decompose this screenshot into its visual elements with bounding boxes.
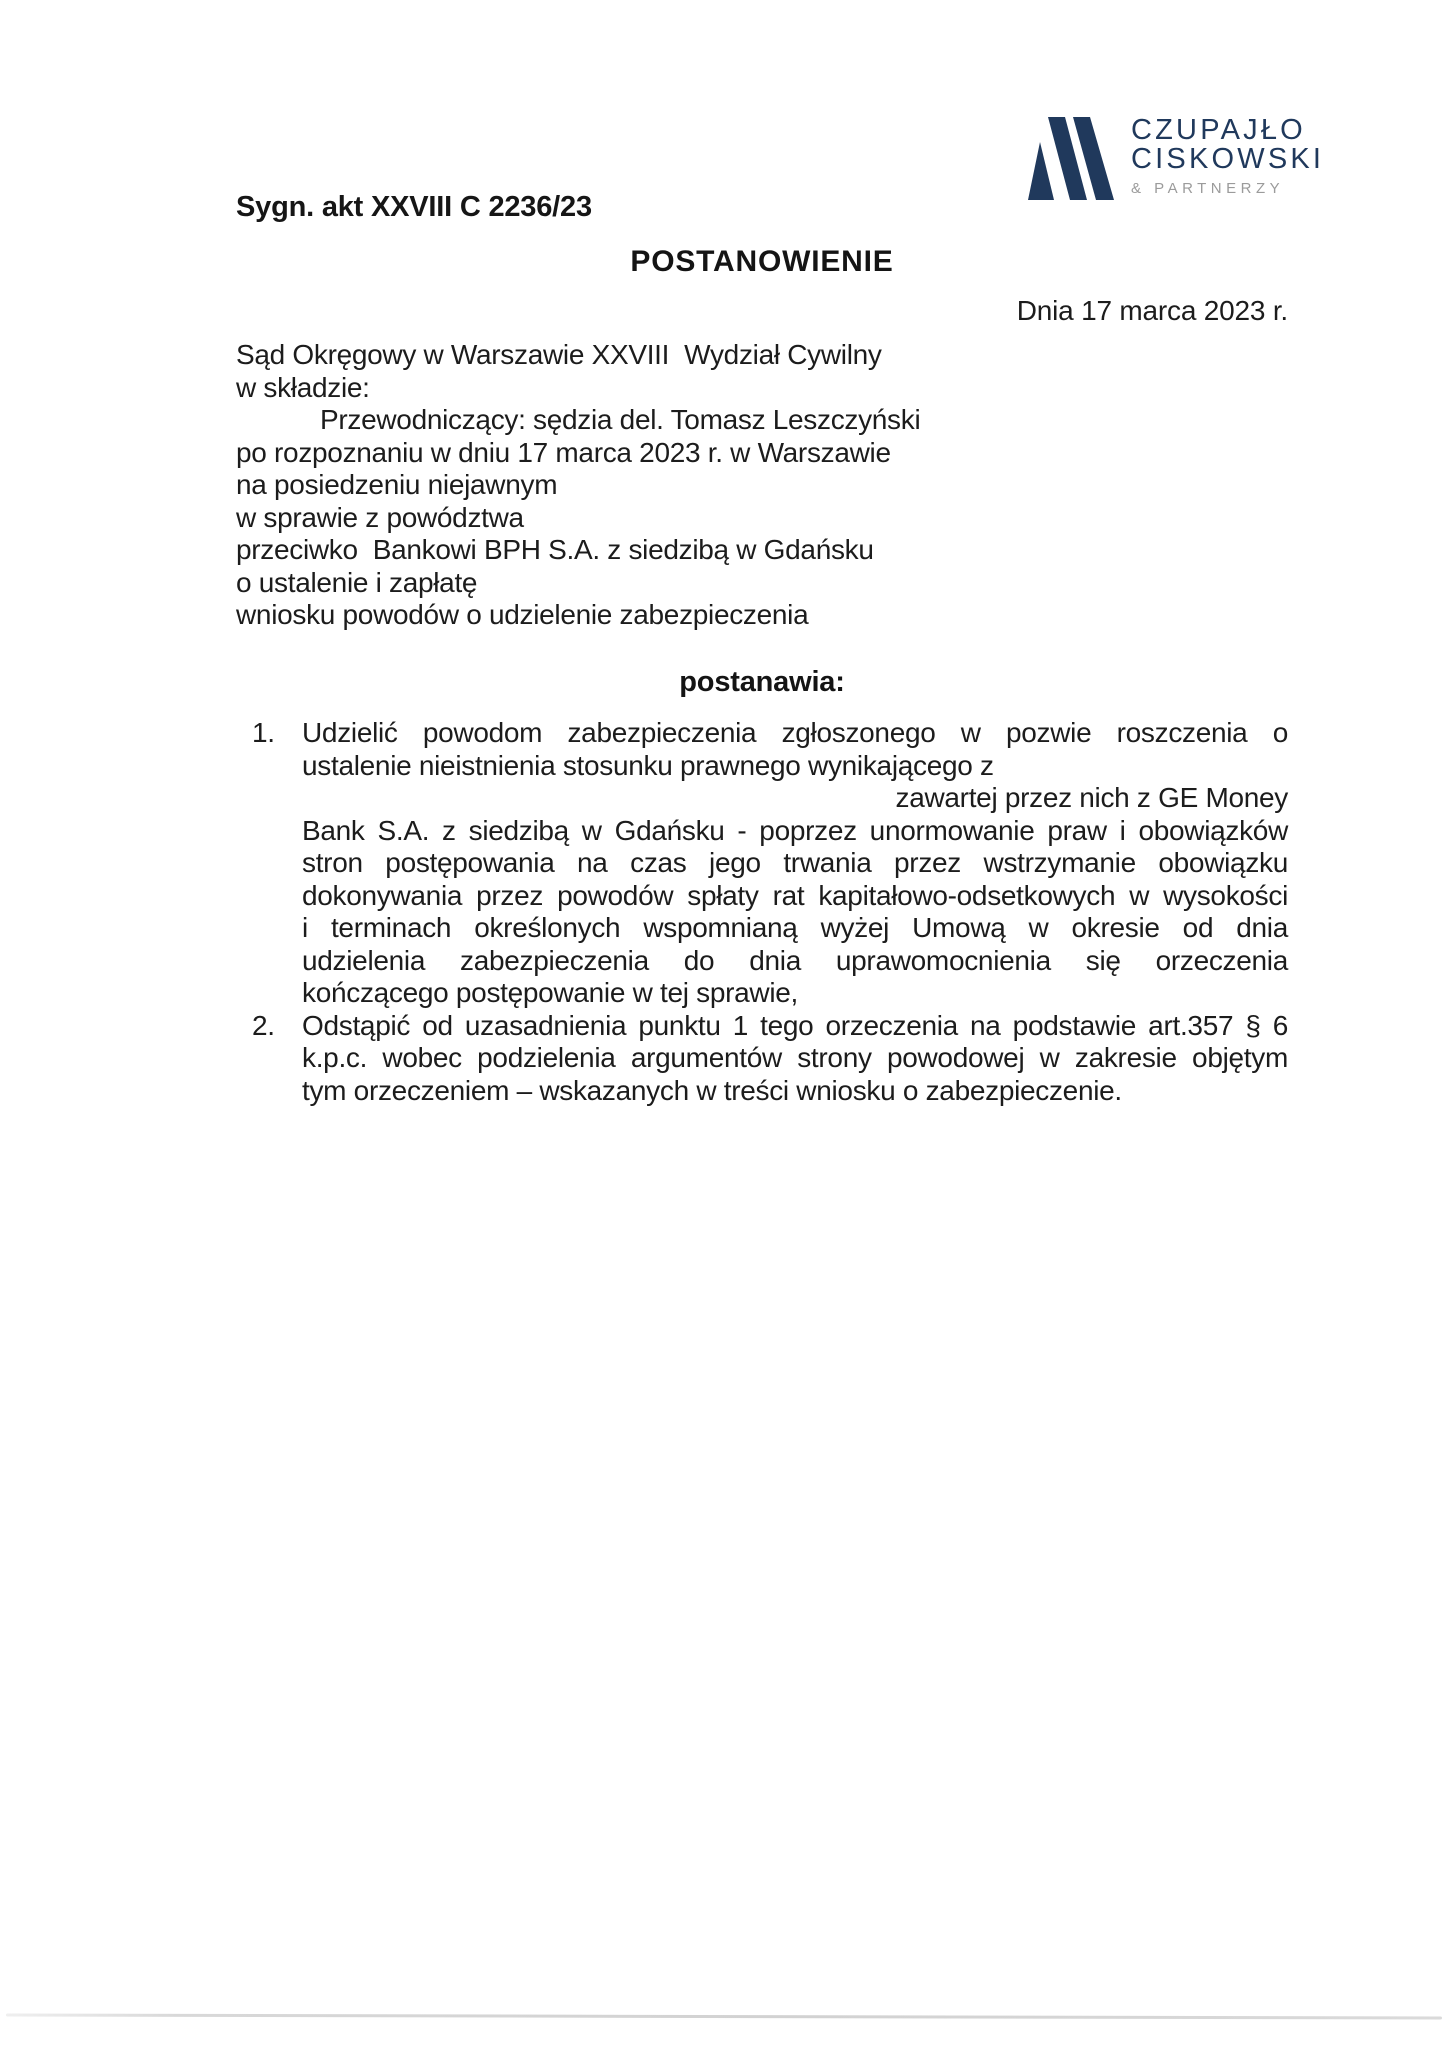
item-line: dokonywania przez powodów spłaty rat kapitałowo-odsetkowych w wysokości (302, 879, 1288, 911)
item-line: Odstąpić od uzasadnienia punktu 1 tego orzeczenia na podstawie art.357 § 6 (302, 1009, 1288, 1041)
intro-line-subject: o ustalenie i zapłatę (236, 566, 478, 598)
item-line: stron postępowania na czas jego trwania przez wstrzymanie obowiązku (302, 847, 1288, 878)
item-line: Bank S.A. z siedzibą w Gdańsku - poprzez unormowanie praw i obowiązków (302, 814, 1288, 846)
resolution-item-1 (252, 717, 1288, 1010)
resolution-item-2 (252, 1010, 1288, 1108)
item-line: tym orzeczeniem – wskazanych w treści wniosku o zabezpieczenie. (302, 1074, 1122, 1106)
item-line: udzielenia zabezpieczenia do dnia uprawomocnienia się orzeczenia (302, 944, 1288, 976)
case-number: Sygn. akt XXVIII C 2236/23 (236, 191, 592, 223)
item-line: k.p.c. wobec podzielenia argumentów strony powodowej w zakresie objętym (302, 1042, 1288, 1073)
logo-mark-icon (1028, 116, 1116, 200)
logo-name-line2: CISKOWSKI (1131, 143, 1325, 175)
scan-edge-artifact (6, 2013, 1442, 2019)
item-line: kończącego postępowanie w tej sprawie, (302, 977, 799, 1008)
intro-line-defendant: przeciwko Bankowi BPH S.A. z siedzibą w Gdańsku (236, 534, 874, 565)
intro-line-session: na posiedzeniu niejawnym (236, 469, 558, 500)
intro-line-claim: w sprawie z powództwa (236, 501, 524, 533)
intro-line-judge: Przewodniczący: sędzia del. Tomasz Leszczyński (320, 404, 921, 435)
logo-wordmark (1131, 116, 1324, 196)
item-line: i terminach określonych wspomnianą wyżej Umową w okresie od dnia (302, 912, 1288, 943)
item-line: ustalenie nieistnienia stosunku prawnego wynikającego z (302, 749, 994, 781)
intro-line-court: Sąd Okręgowy w Warszawie XXVIII Wydział Cywilny (236, 339, 882, 370)
date-line: Dnia 17 marca 2023 r. (1016, 295, 1288, 326)
resolution-heading: postanawia: (679, 666, 845, 698)
item-text (302, 717, 1288, 1010)
law-firm-logo (1028, 116, 1324, 200)
intro-line-composition: w składzie: (236, 371, 370, 403)
logo-partners-label: & PARTNERZY (1131, 180, 1285, 197)
document-title: POSTANOWIENIE (630, 245, 894, 278)
court-intro-block (236, 339, 1288, 632)
resolution-list (252, 717, 1288, 1107)
item-line: Udzielić powodom zabezpieczenia zgłoszonego w pozwie roszczenia o (302, 717, 1288, 748)
item-number: 1. (252, 717, 275, 748)
intro-line-motion: wniosku powodów o udzielenie zabezpieczenia (236, 599, 809, 630)
logo-name-line1: CZUPAJŁO (1131, 114, 1306, 146)
intro-line-hearing-date: po rozpoznaniu w dniu 17 marca 2023 r. w Warszawie (236, 436, 891, 468)
item-text (302, 1010, 1288, 1108)
item-number: 2. (252, 1009, 275, 1041)
item-line: zawartej przez nich z GE Money (895, 782, 1288, 813)
